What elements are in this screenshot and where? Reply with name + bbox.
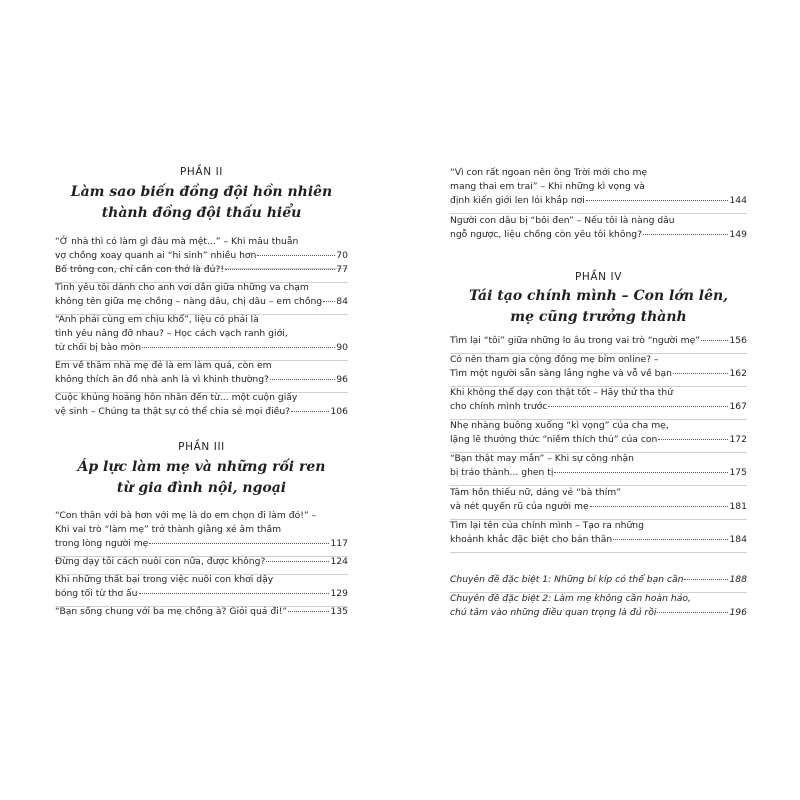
entry-line: Tìm một người sẵn sàng lắng nghe và vỗ về bạn — [450, 368, 672, 379]
page-number: 84 — [336, 296, 348, 307]
entry-line: “Bạn sống chung với ba mẹ chồng à? Giỏi quá đi!” — [55, 606, 288, 617]
page-number: 70 — [336, 250, 348, 261]
page-number: 77 — [336, 264, 348, 275]
leader-dots — [291, 411, 329, 412]
entry-line: Tìm lại tên của chính mình – Tạo ra những — [450, 520, 644, 531]
toc-entry[interactable] — [55, 605, 348, 619]
toc-entry[interactable] — [450, 452, 747, 480]
entry-line: Người con dâu bị “bôi đen” – Nếu tôi là nàng dâu — [450, 215, 675, 226]
entry-line: khoảnh khắc đặc biệt cho bản thân — [450, 534, 613, 545]
page-number: 149 — [729, 229, 747, 240]
entry-line: “Ở nhà thì có làm gì đâu mà mệt...” – Khi mâu thuẫn — [55, 236, 299, 247]
entry-line: “Con thân với bà hơn với mẹ là do em chọn đi làm đó!” – — [55, 510, 317, 521]
leader-dots — [142, 347, 335, 348]
entry-line: Khi không thể dạy con thật tốt – Hãy thử tha thứ — [450, 387, 674, 398]
entry-line: Bố trông con, chỉ cần con thở là đủ?! — [55, 264, 225, 275]
entry-line: định kiến giới len lỏi khắp nơi — [450, 195, 585, 206]
entry-line: Có nên tham gia cộng đồng mẹ bỉm online? – — [450, 354, 659, 365]
entry-line: Nhẹ nhàng buông xuống “kì vọng” của cha mẹ, — [450, 420, 669, 431]
part-title-line: từ gia đình nội, ngoại — [116, 480, 287, 496]
page-number: 90 — [336, 342, 348, 353]
part-title-line: Tái tạo chính mình – Con lớn lên, — [468, 288, 729, 304]
page-number: 144 — [729, 195, 747, 206]
page-number: 175 — [729, 467, 747, 478]
entry-line: tình yêu nâng đỡ nhau? – Học cách vạch ranh giới, — [55, 328, 288, 339]
toc-entry[interactable] — [450, 486, 747, 514]
toc-entry[interactable] — [55, 391, 348, 419]
page-number: 188 — [729, 574, 747, 585]
toc-entry[interactable] — [450, 353, 747, 381]
entry-line: và nét quyến rũ của người mẹ — [450, 501, 589, 512]
leader-dots — [270, 379, 335, 380]
toc-entry[interactable] — [55, 263, 348, 277]
leader-dots — [673, 373, 729, 374]
part-title-line: thành đồng đội thấu hiểu — [101, 205, 302, 221]
toc-entry[interactable] — [55, 509, 348, 551]
page-number: 162 — [729, 368, 747, 379]
leader-dots — [658, 439, 728, 440]
entry-line: “Anh phải cùng em chịu khổ”, liệu có phải là — [55, 314, 259, 325]
page-number: 129 — [330, 588, 348, 599]
entry-line: trong lòng người mẹ — [55, 538, 149, 549]
page-number: 172 — [729, 434, 747, 445]
toc-entry[interactable] — [450, 419, 747, 447]
leader-dots — [684, 579, 728, 580]
entry-line: Tâm hồn thiếu nữ, dáng vẻ “bà thím” — [450, 487, 621, 498]
entry-line: mang thai em trai” – Khi những kì vọng và — [450, 181, 645, 192]
part-label: PHẦN II — [180, 166, 223, 178]
toc-entry[interactable] — [55, 573, 348, 601]
part-title-line: Áp lực làm mẹ và những rối ren — [77, 459, 326, 475]
toc-entry[interactable] — [55, 555, 348, 569]
leader-dots — [266, 561, 329, 562]
entry-line: vợ chồng xoay quanh ai “hi sinh” nhiều hơn — [55, 250, 257, 261]
page-number: 167 — [729, 401, 747, 412]
entry-line: cho chính mình trước — [450, 401, 548, 412]
leader-dots — [657, 612, 728, 613]
entry-line: Tình yêu tôi dành cho anh vơi dần giữa những va chạm — [55, 282, 309, 293]
leader-dots — [586, 200, 729, 201]
leader-dots — [257, 255, 335, 256]
leader-dots — [149, 543, 329, 544]
entry-line: Em về thăm nhà mẹ đẻ là em làm quá, còn em — [55, 360, 272, 371]
part-title-line: mẹ cũng trưởng thành — [510, 309, 687, 325]
toc-entry[interactable] — [55, 281, 348, 309]
page-number: 135 — [330, 606, 348, 617]
toc-entry[interactable] — [55, 359, 348, 387]
part-label: PHẦN III — [178, 441, 225, 453]
page-number: 117 — [330, 538, 348, 549]
entry-line: Khi vai trò “làm mẹ” trở thành giằng xé âm thầm — [55, 524, 282, 535]
part-title — [55, 457, 348, 499]
leader-dots — [323, 301, 335, 302]
leader-dots — [701, 340, 728, 341]
page-number: 124 — [330, 556, 348, 567]
part-title — [450, 286, 747, 328]
leader-dots — [554, 472, 728, 473]
page-number: 181 — [729, 501, 747, 512]
entry-line: Cuộc khủng hoảng hôn nhân đến từ... một cuộn giấy — [55, 392, 298, 403]
entry-line: Chuyên đề đặc biệt 2: Làm mẹ không cần hoàn hảo, — [450, 593, 691, 604]
page-number: 96 — [336, 374, 348, 385]
entry-line: vệ sinh – Chúng ta thật sự có thể chia sẻ mọi điều? — [55, 406, 291, 417]
page-number: 156 — [729, 335, 747, 346]
toc-entry[interactable] — [55, 235, 348, 263]
entry-line: Tìm lại “tôi” giữa những lo âu trong vai trò “người mẹ” — [450, 335, 700, 346]
leader-dots — [225, 269, 335, 270]
toc-entry[interactable] — [450, 214, 747, 242]
toc-entry[interactable] — [450, 519, 747, 547]
toc-special-entry[interactable] — [450, 573, 747, 587]
entry-line: “Vì con rất ngoan nên ông Trời mới cho mẹ — [450, 167, 648, 178]
part-title — [55, 182, 348, 224]
leader-dots — [590, 506, 729, 507]
entry-line: không thích ăn đồ nhà anh là vì khinh thường? — [55, 374, 269, 385]
entry-line: Khi những thất bại trong việc nuôi con khơi dậy — [55, 574, 274, 585]
toc-entry[interactable] — [450, 334, 747, 348]
toc-entry[interactable] — [450, 386, 747, 414]
entry-line: bị tráo thành... ghen tị — [450, 467, 554, 478]
entry-line: lặng lẽ thưởng thức “niềm thích thú” của con — [450, 434, 658, 445]
entry-line: ngỗ ngược, liệu chồng còn yêu tôi không? — [450, 229, 642, 240]
entry-line: Chuyên đề đặc biệt 1: Những bí kíp có thể bạn cần — [450, 574, 684, 585]
entry-line: chú tâm vào những điều quan trọng là đủ rồi — [450, 607, 657, 618]
entry-line: Đừng dạy tôi cách nuôi con nữa, được không? — [55, 556, 266, 567]
entry-line: bóng tối từ thơ ấu — [55, 588, 138, 599]
entry-line: “Bạn thật may mắn” – Khi sự công nhận — [450, 453, 634, 464]
leader-dots — [288, 611, 329, 612]
leader-dots — [139, 593, 330, 594]
leader-dots — [643, 234, 728, 235]
leader-dots — [548, 406, 728, 407]
leader-dots — [613, 539, 728, 540]
entry-line: từ chối bị bào mòn — [55, 342, 142, 353]
toc-entry[interactable] — [55, 313, 348, 355]
part-label: PHẦN IV — [574, 271, 623, 283]
page-number: 196 — [729, 607, 747, 618]
toc-special-entry[interactable] — [450, 592, 747, 620]
entry-line: không tên giữa mẹ chồng – nàng dâu, chị dâu – em chồng — [55, 296, 323, 307]
toc-entry[interactable] — [450, 166, 747, 208]
page-number: 106 — [330, 406, 348, 417]
page-number: 184 — [729, 534, 747, 545]
part-title-line: Làm sao biến đồng đội hồn nhiên — [70, 184, 333, 200]
